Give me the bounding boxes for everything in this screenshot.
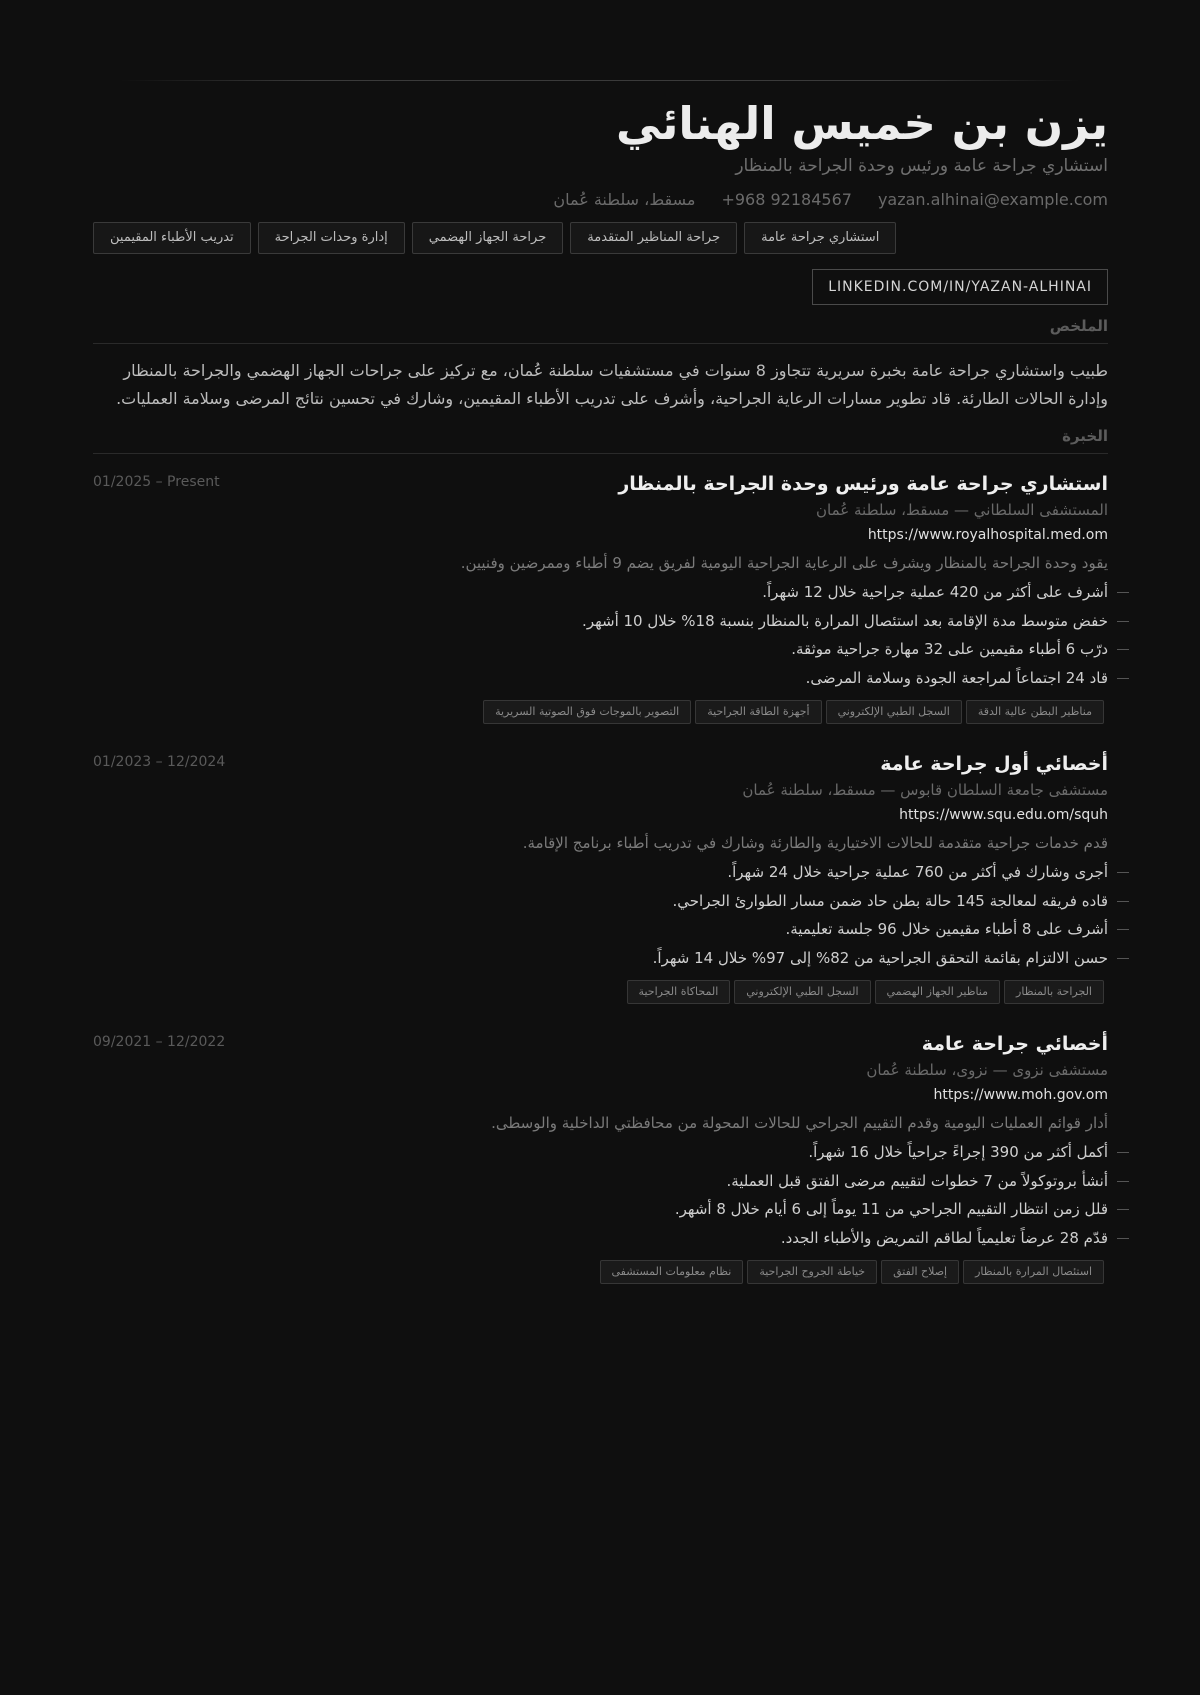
contact-email[interactable]: yazan.alhinai@example.com xyxy=(877,190,1108,209)
job-url[interactable]: https://www.royalhospital.med.om xyxy=(867,527,1108,543)
job-tag: خياطة الجروح الجراحية xyxy=(747,1260,877,1284)
job-tag: مناظير البطن عالية الدقة xyxy=(966,700,1104,724)
resume-content xyxy=(93,96,1108,1284)
job-tags xyxy=(93,700,1108,724)
job-date: 01/2025 – Present xyxy=(93,474,220,490)
job-title: أخصائي أول جراحة عامة xyxy=(880,753,1108,775)
skill-chip: إدارة وحدات الجراحة xyxy=(258,222,405,254)
job-bullet: قدّم 28 عرضاً تعليمياً لطاقم التمريض والأطباء الجدد. xyxy=(93,1224,1108,1253)
job-tag: مناظير الجهاز الهضمي xyxy=(875,980,1001,1004)
contact-row xyxy=(93,188,1108,212)
job-title: استشاري جراحة عامة ورئيس وحدة الجراحة بالمنظار xyxy=(618,473,1108,495)
candidate-name: يزن بن خميس الهنائي xyxy=(616,97,1108,150)
job-bullets xyxy=(93,1138,1108,1252)
job-tag: إصلاح الفتق xyxy=(881,1260,959,1284)
job-tag: السجل الطبي الإلكتروني xyxy=(734,980,870,1004)
job-bullet: أجرى وشارك في أكثر من 760 عملية جراحية خلال 24 شهراً. xyxy=(93,858,1108,887)
job-tag: المحاكاة الجراحية xyxy=(627,980,731,1004)
linkedin-row xyxy=(93,269,1108,305)
job-bullet: قاد 24 اجتماعاً لمراجعة الجودة وسلامة المرضى. xyxy=(93,664,1108,693)
job-tags xyxy=(93,1260,1108,1284)
job-url[interactable]: https://www.moh.gov.om xyxy=(933,1087,1108,1103)
contact-phone[interactable]: +968 92184567 xyxy=(721,190,852,209)
job-company: مستشفى نزوى — نزوى، سلطنة عُمان xyxy=(866,1061,1108,1079)
job-bullet: خفض متوسط مدة الإقامة بعد استئصال المرارة بالمنظار بنسبة 18% خلال 10 أشهر. xyxy=(93,607,1108,636)
job-tag: استئصال المرارة بالمنظار xyxy=(963,1260,1104,1284)
contact-location: مسقط، سلطنة عُمان xyxy=(553,190,696,209)
experience-heading: الخبرة xyxy=(93,427,1108,454)
skill-chips xyxy=(93,222,1108,254)
skill-chip: استشاري جراحة عامة xyxy=(744,222,896,254)
job-tag: التصوير بالموجات فوق الصوتية السريرية xyxy=(483,700,691,724)
summary-text: طبيب واستشاري جراحة عامة بخبرة سريرية تتجاوز 8 سنوات في مستشفيات سلطنة عُمان، مع تركيز على جراحات الجهاز الهضمي والجراحة بالمنظار وإدارة الحالات الطارئة. قاد تطوير مسارات الرعاية الجراحية، وأشرف على تدريب الأطباء المقيمين، وشارك في تحسين نتائج المرضى وسلامة العمليات. xyxy=(116,361,1108,408)
job-entry xyxy=(93,750,1108,1004)
job-tags xyxy=(93,980,1108,1004)
job-entry xyxy=(93,1030,1108,1284)
job-date: 01/2023 – 12/2024 xyxy=(93,754,226,770)
job-bullet: قلل زمن انتظار التقييم الجراحي من 11 يوماً إلى 6 أيام خلال 8 أشهر. xyxy=(93,1195,1108,1224)
job-url[interactable]: https://www.squ.edu.om/squh xyxy=(899,807,1108,823)
job-description: يقود وحدة الجراحة بالمنظار ويشرف على الرعاية الجراحية اليومية لفريق يضم 9 أطباء وممرضين وفنيين. xyxy=(460,554,1108,572)
job-bullet: أشرف على أكثر من 420 عملية جراحية خلال 12 شهراً. xyxy=(93,578,1108,607)
job-tag: أجهزة الطاقة الجراحية xyxy=(695,700,821,724)
job-tag: نظام معلومات المستشفى xyxy=(600,1260,744,1284)
candidate-subtitle: استشاري جراحة عامة ورئيس وحدة الجراحة بالمنظار xyxy=(735,156,1108,176)
skill-chip: تدريب الأطباء المقيمين xyxy=(93,222,251,254)
job-tag: السجل الطبي الإلكتروني xyxy=(826,700,962,724)
experience-list xyxy=(93,470,1108,1284)
skill-chip: جراحة الجهاز الهضمي xyxy=(412,222,563,254)
linkedin-link[interactable]: LINKEDIN.COM/IN/YAZAN-ALHINAI xyxy=(812,269,1108,305)
job-bullet: قاده فريقه لمعالجة 145 حالة بطن حاد ضمن مسار الطوارئ الجراحي. xyxy=(93,887,1108,916)
job-date: 09/2021 – 12/2022 xyxy=(93,1034,226,1050)
top-divider xyxy=(120,80,1080,81)
job-bullets xyxy=(93,858,1108,972)
job-description: قدم خدمات جراحية متقدمة للحالات الاختيارية والطارئة وشارك في تدريب أطباء برنامج الإقامة. xyxy=(522,834,1108,852)
job-entry xyxy=(93,470,1108,724)
job-bullet: أنشأ بروتوكولاً من 7 خطوات لتقييم مرضى الفتق قبل العملية. xyxy=(93,1167,1108,1196)
job-bullet: حسن الالتزام بقائمة التحقق الجراحية من 82% إلى 97% خلال 14 شهراً. xyxy=(93,944,1108,973)
job-company: مستشفى جامعة السلطان قابوس — مسقط، سلطنة عُمان xyxy=(742,781,1108,799)
summary-heading: الملخص xyxy=(93,317,1108,344)
job-description: أدار قوائم العمليات اليومية وقدم التقييم الجراحي للحالات المحولة من محافظتي الداخلية والوسطى. xyxy=(491,1114,1108,1132)
job-bullet: أكمل أكثر من 390 إجراءً جراحياً خلال 16 شهراً. xyxy=(93,1138,1108,1167)
job-bullets xyxy=(93,578,1108,692)
job-title: أخصائي جراحة عامة xyxy=(921,1033,1108,1055)
job-bullet: أشرف على 8 أطباء مقيمين خلال 96 جلسة تعليمية. xyxy=(93,915,1108,944)
skill-chip: جراحة المناظير المتقدمة xyxy=(570,222,737,254)
job-bullet: درّب 6 أطباء مقيمين على 32 مهارة جراحية موثقة. xyxy=(93,635,1108,664)
job-company: المستشفى السلطاني — مسقط، سلطنة عُمان xyxy=(816,501,1108,519)
job-tag: الجراحة بالمنظار xyxy=(1004,980,1104,1004)
